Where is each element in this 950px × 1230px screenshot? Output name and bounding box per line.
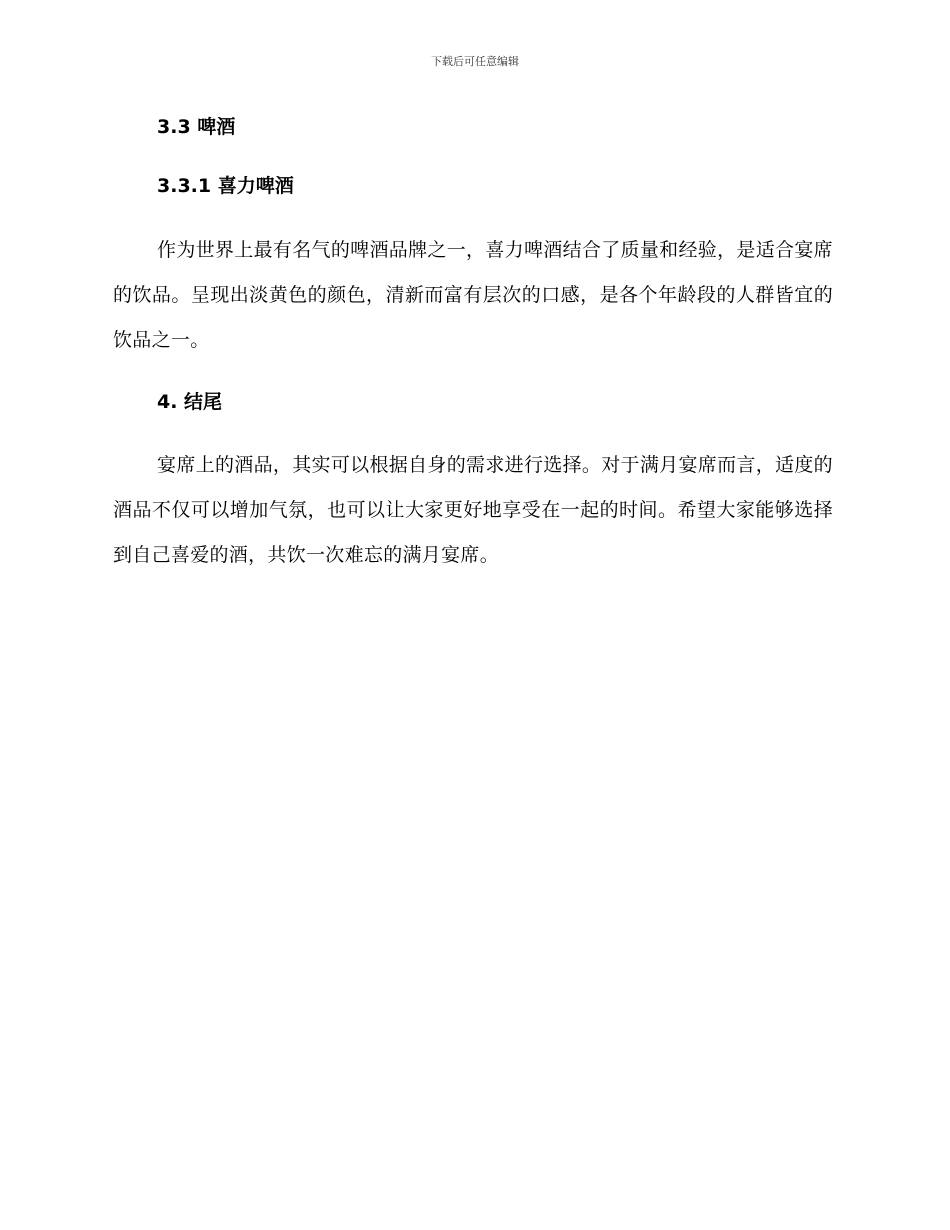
paragraph-conclusion: 宴席上的酒品，其实可以根据自身的需求进行选择。对于满月宴席而言，适度的酒品不仅可以增加气氛，也可以让大家更好地享受在一起的时间。希望大家能够选择到自己喜爱的酒，共饮一次难忘的满月宴席。 bbox=[113, 454, 833, 566]
paragraph-heineken: 作为世界上最有名气的啤酒品牌之一，喜力啤酒结合了质量和经验，是适合宴席的饮品。呈现出淡黄色的颜色，清新而富有层次的口感，是各个年龄段的人群皆宜的饮品之一。 bbox=[113, 239, 833, 351]
subsection-heading-heineken: 3.3.1 喜力啤酒 bbox=[157, 175, 294, 197]
section-heading-beer: 3.3 啤酒 bbox=[157, 116, 236, 138]
page-header-note: 下载后可任意编辑 bbox=[431, 55, 519, 68]
document-body bbox=[113, 112, 833, 602]
section-heading-conclusion: 4. 结尾 bbox=[157, 391, 223, 413]
